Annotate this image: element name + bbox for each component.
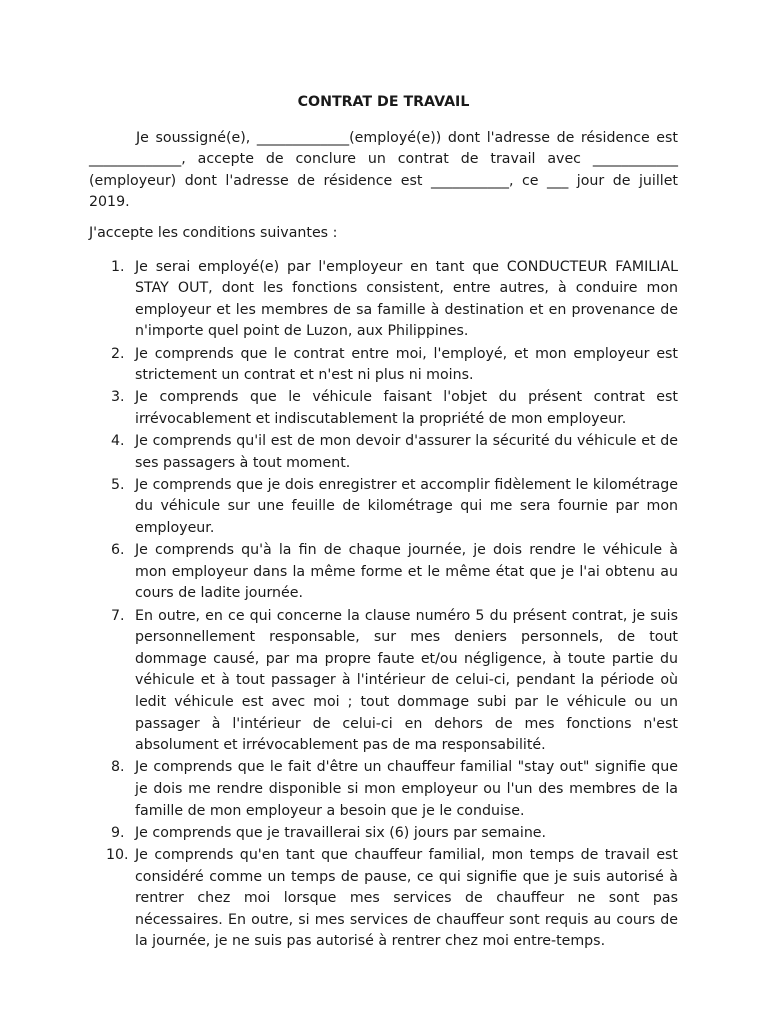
clause-text: Je comprends que le fait d'être un chauffeur familial "stay out" signifie que je dois me rendre disponible si mon employeur ou l'un des membres de la famille de mon employeur a besoin que je le conduise. xyxy=(135,759,678,819)
clause-item xyxy=(89,823,678,845)
clause-number: 10. xyxy=(106,846,129,863)
clause-number: 8. xyxy=(111,759,125,776)
clause-text: Je serai employé(e) par l'employeur en tant que CONDUCTEUR FAMILIAL STAY OUT, dont les fonctions consistent, entre autres, à conduire mon employeur et les membres de sa famille à destination et en provenance de n'importe quel point de Luzon, aux Philippines. xyxy=(135,258,678,340)
clause-text: Je comprends que je travaillerai six (6) jours par semaine. xyxy=(135,824,547,841)
clause-text: Je comprends qu'il est de mon devoir d'assurer la sécurité du véhicule et de ses passagers à tout moment. xyxy=(135,433,678,471)
document-title: CONTRAT DE TRAVAIL xyxy=(297,94,470,110)
clause-number: 5. xyxy=(111,476,125,493)
clause-item xyxy=(89,344,678,387)
clause-item xyxy=(89,431,678,474)
clause-item xyxy=(89,540,678,605)
clause-item xyxy=(89,757,678,822)
clause-number: 7. xyxy=(111,607,125,624)
clause-number: 4. xyxy=(111,433,125,450)
intro-paragraph: Je soussigné(e), _____________(employé(e)) dont l'adresse de résidence est _____________, accepte de conclure un contrat de travail avec ____________ (employeur) dont l'adresse de résidence est ___________, ce ___ jour de juillet 2019. xyxy=(89,129,678,211)
clause-number: 1. xyxy=(111,258,125,275)
clause-text: Je comprends qu'à la fin de chaque journée, je dois rendre le véhicule à mon employeur dans la même forme et le même état que je l'ai obtenu au cours de ladite journée. xyxy=(135,542,678,602)
clause-number: 2. xyxy=(111,345,125,362)
clause-item xyxy=(89,845,678,953)
clause-text: Je comprends que je dois enregistrer et accomplir fidèlement le kilométrage du véhicule sur une feuille de kilométrage qui me sera fournie par mon employeur. xyxy=(135,476,678,537)
clause-text: Je comprends que le véhicule faisant l'objet du présent contrat est irrévocablement et indiscutablement la propriété de mon employeur. xyxy=(135,389,678,427)
clause-item xyxy=(89,257,678,343)
clause-item xyxy=(89,475,678,540)
clause-list xyxy=(89,257,678,953)
conditions-heading: J'accepte les conditions suivantes : xyxy=(89,224,338,241)
clause-text: En outre, en ce qui concerne la clause numéro 5 du présent contrat, je suis personnellement responsable, sur mes deniers personnels, de tout dommage causé, par ma propre faute et/ou négligence, à toute partie du véhicule et à tout passager à l'intérieur de celui-ci, pendant la période où ledit véhicule est avec moi ; tout dommage subi par le véhicule ou un passager à l'intérieur de celui-ci en dehors de mes fonctions n'est absolument et irrévocablement pas de ma responsabilité. xyxy=(135,607,678,754)
clause-number: 6. xyxy=(111,542,125,559)
clause-text: Je comprends que le contrat entre moi, l'employé, et mon employeur est strictement un contrat et n'est ni plus ni moins. xyxy=(135,345,678,384)
clause-number: 9. xyxy=(111,824,125,841)
clause-number: 3. xyxy=(111,389,125,406)
clause-text: Je comprends qu'en tant que chauffeur familial, mon temps de travail est considéré comme un temps de pause, ce qui signifie que je suis autorisé à rentrer chez moi lorsque mes services de chauffeur ne sont pas nécessaires. En outre, si mes services de chauffeur sont requis au cours de la journée, je ne suis pas autorisé à rentrer chez moi entre-temps. xyxy=(135,846,678,950)
clause-item xyxy=(89,387,678,430)
clause-item xyxy=(89,606,678,757)
document-page xyxy=(89,92,678,954)
